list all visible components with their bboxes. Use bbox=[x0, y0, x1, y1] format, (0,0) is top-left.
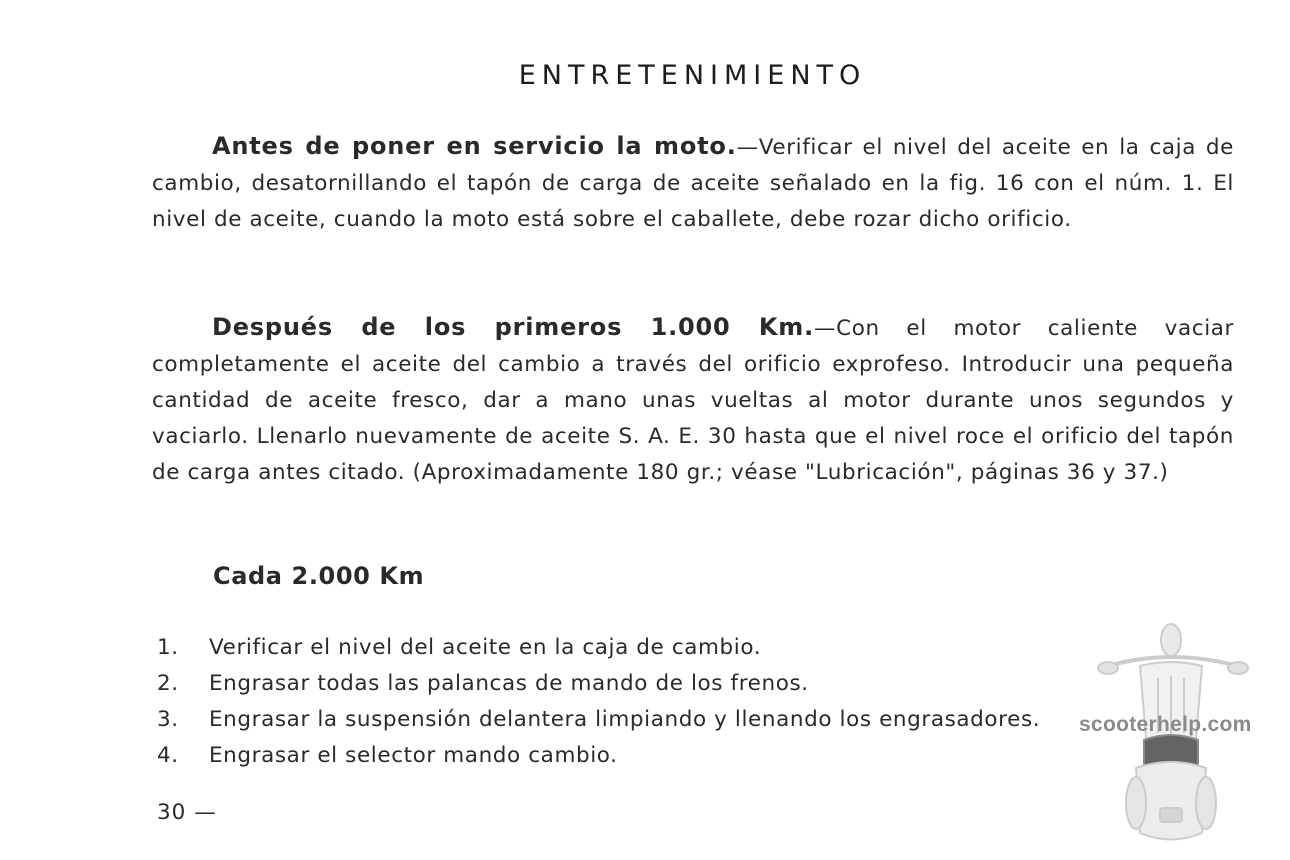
list-item-number: 2. bbox=[157, 671, 179, 696]
watermark-text[interactable]: scooterhelp.com bbox=[1079, 713, 1252, 736]
paragraph-body: —Verificar el nivel del aceite en la caja de cambio, desatornillando el tapón de carga de aceite señalado en la fig. 16 con el núm. 1. El nivel de aceite, cuando la moto está sobre el caballete, debe rozar dicho orificio. bbox=[152, 135, 1234, 232]
list-item-text: Engrasar todas las palancas de mando de los frenos. bbox=[209, 671, 809, 696]
page-number: 30 — bbox=[157, 800, 217, 825]
list-item-text: Engrasar el selector mando cambio. bbox=[209, 743, 618, 768]
paragraph-lead: Antes de poner en servicio la moto. bbox=[212, 132, 737, 160]
section-heading-every-2000km: Cada 2.000 Km bbox=[213, 562, 425, 590]
paragraph-body: —Con el motor caliente vaciar completamente el aceite del cambio a través del orificio exprofeso. Introducir una pequeña cantidad de aceite fresco, dar a mano unas vueltas al motor durante unos segundos y vaciarlo. Llenarlo nuevamente de aceite S. A. E. 30 hasta que el nivel roce el orificio del tapón de carga antes citado. (Aproximadamente 180 gr.; véase "Lubricación", páginas 36 y 37.) bbox=[152, 316, 1234, 485]
list-item bbox=[157, 702, 1040, 738]
list-item-text: Verificar el nivel del aceite en la caja de cambio. bbox=[209, 635, 762, 660]
list-item bbox=[157, 666, 1040, 702]
list-item-number: 1. bbox=[157, 635, 179, 660]
list-item-number: 3. bbox=[157, 707, 179, 732]
paragraph-first-1000km bbox=[152, 309, 1234, 491]
paragraph-before-service bbox=[152, 128, 1234, 238]
page-title: ENTRETENIMIENTO bbox=[518, 60, 867, 91]
list-item-number: 4. bbox=[157, 743, 179, 768]
list-item bbox=[157, 630, 1040, 666]
maintenance-list bbox=[157, 630, 1040, 774]
list-item bbox=[157, 738, 1040, 774]
list-item-text: Engrasar la suspensión delantera limpiando y llenando los engrasadores. bbox=[209, 707, 1041, 732]
paragraph-lead: Después de los primeros 1.000 Km. bbox=[212, 313, 815, 341]
